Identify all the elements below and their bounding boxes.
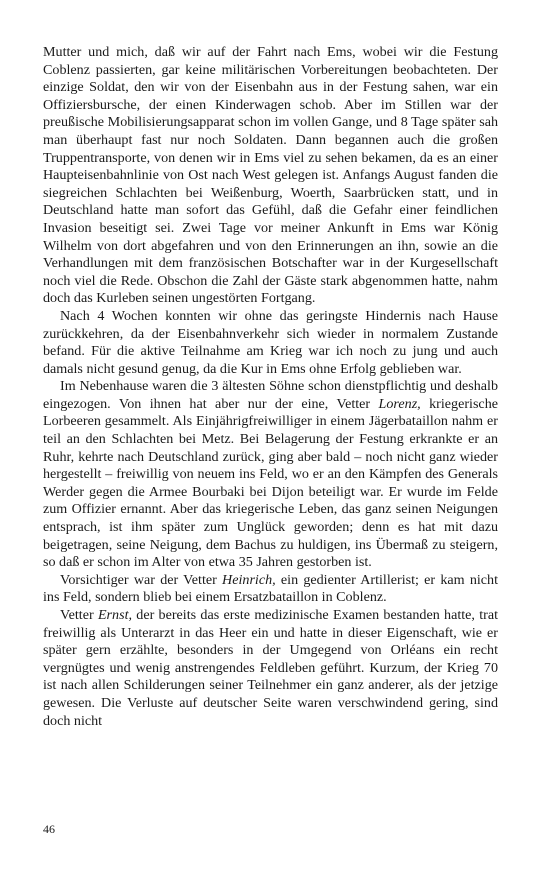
paragraph-3-text-a: Im Nebenhause waren die 3 ältesten Söhne schon dienstpflichtig und deshalb eingezogen. Von ihnen hat aber nur der eine, Vetter	[43, 378, 498, 412]
page-number: 46	[43, 822, 55, 836]
name-ernst: Ernst,	[97, 607, 133, 623]
paragraph-3-text-b: kriegerische Lorbeeren gesammelt. Als Einjährigfreiwilliger in einem Jägerbataillon nahm er teil an den Schlachten bei Metz. Bei Belagerung der Festung erkrankte er an Ruhr, kehrte nach Deutschland zurück, ging aber bald – noch nicht ganz wieder hergestellt – freiwillig von neuem ins Feld, wo er an den Kämpfen des Generals Werder gegen die Armee Bourbaki bei Dijon beteiligt war. Er wurde im Felde zum Offizier ernannt. Aber das kriegerische Leben, das ganz seinen Neigungen entsprach, ist ihm später zum Unglück geworden; denn es hat mit dazu beigetragen, seine Neigung, dem Bachus zu huldigen, ins Übermaß zu steigern, so daß er schon im Alter von etwa 35 Jahren gestorben ist.	[43, 395, 498, 571]
paragraph-5-text-b: der bereits das erste medizinische Examen bestanden hatte, trat freiwillig als Unterarzt in das Heer ein und hatte in dieser Eigenschaft, wie er später gern erzählte, besonders in der Umgegend von Orléans ein recht vergnügtes und wenig anstrengendes Feldleben geführt. Kurzum, der Krieg 70 ist nach allen Schilderungen seiner Teilnehmer ein ganz anderer, als der jetzige gewesen. Die Verluste auf deutscher Seite waren verschwindend gering, sind doch nicht	[43, 607, 498, 729]
name-lorenz: Lorenz,	[378, 395, 421, 412]
paragraph-5-text-a: Vetter	[60, 607, 98, 623]
paragraph-1-text: Mutter und mich, daß wir auf der Fahrt nach Ems, wobei wir die Festung Coblenz passierten, gar keine militärischen Vorbereitungen beobachteten. Der einzige Soldat, den wir von der Eisenbahn aus in der Festung sahen, war ein Offiziersbursche, der einen Kinderwagen schob. Aber im Stillen war der preußische Mobilisierungsapparat schon im vollen Gange, und 8 Tage später sah man überhaupt fast nur noch Soldaten. Dann begannen auch die großen Truppentransporte, von denen wir in Ems viel zu sehen bekamen, da es an einer Haupteisenbahnlinie von Ost nach West gelegen ist. Anfangs August fanden die siegreichen Schlachten bei Weißenburg, Woerth, Saarbrücken statt, und in Deutschland hatte man sofort das Gefühl, daß die Gefahr einer feindlichen Invasion beseitigt sei. Zwei Tage vor meiner Ankunft in Ems war König Wilhelm von dort abgefahren und von den Erinnerungen an ihn, sowie an die Verhandlungen mit dem französischen Botschafter war in der Kurgesellschaft noch viel die Rede. Obschon die Zahl der Gäste stark abgenommen hatte, nahm doch das Kurleben seinen ungestörten Fortgang.	[43, 44, 498, 307]
paragraph-2-text: Nach 4 Wochen konnten wir ohne das geringste Hindernis nach Hause zurückkehren, da der Eisenbahnverkehr sich wieder in normalem Zustande befand. Für die aktive Teilnahme am Krieg war ich noch zu jung und auch damals nicht gesund genug, da die Kur in Ems ohne Erfolg geblieben war.	[43, 307, 498, 377]
paragraph-3	[43, 378, 498, 572]
paragraph-4-text-a: Vorsichtiger war der Vetter	[60, 571, 223, 588]
paragraph-4-text-b: ein gedienter Artillerist; er kam nicht ins Feld, sondern blieb bei einem Ersatzbataillon in Coblenz.	[43, 571, 498, 606]
paragraph-5	[43, 607, 498, 730]
paragraph-1	[43, 44, 498, 308]
paragraph-2	[43, 308, 498, 378]
name-heinrich: Heinrich,	[222, 571, 276, 588]
body-text	[43, 44, 498, 730]
paragraph-4	[43, 572, 498, 607]
